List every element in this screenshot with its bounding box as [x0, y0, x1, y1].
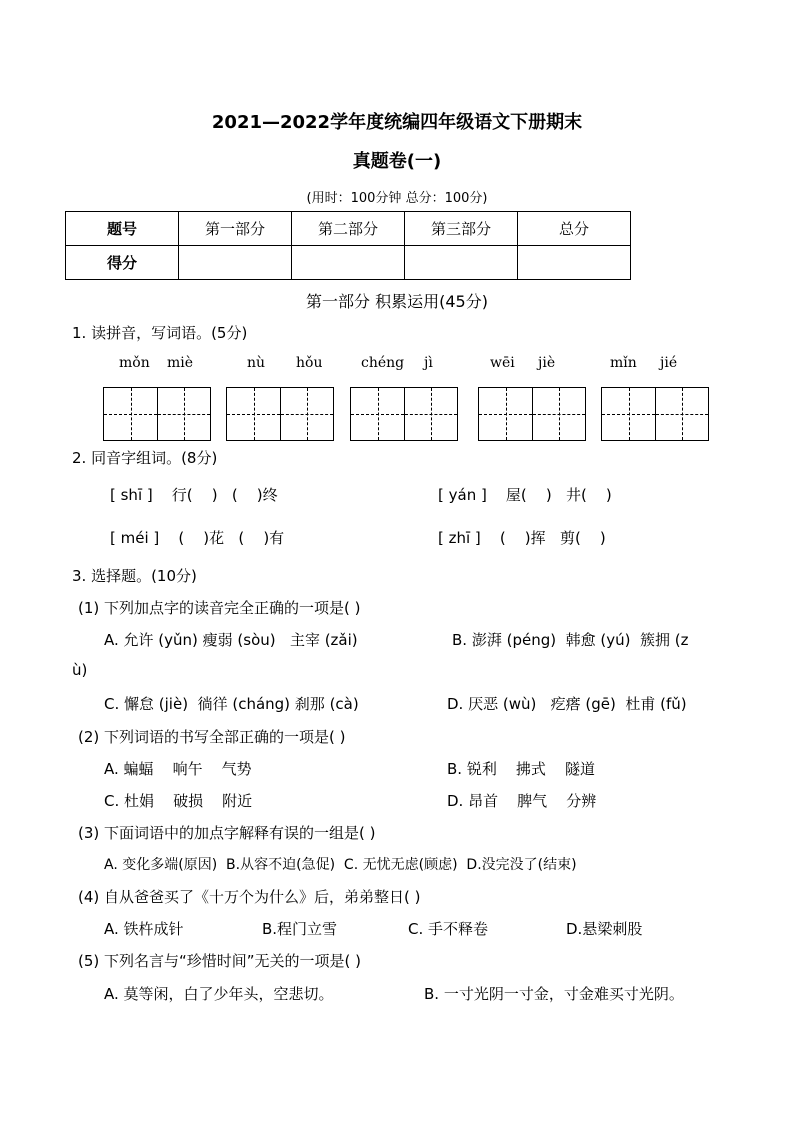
q2-item: [ shī ] 行( ) ( )终: [110, 486, 278, 504]
writing-cell[interactable]: [351, 388, 404, 440]
score-table-cell: 第一部分: [179, 212, 292, 246]
part1-title: 第一部分 积累运用(45分): [306, 292, 488, 311]
q3-sub4-stem: (4) 自从爸爸买了《十万个为什么》后，弟弟整日( ): [78, 888, 421, 906]
writing-grid[interactable]: [601, 387, 709, 441]
q3-heading: 3. 选择题。(10分): [72, 567, 197, 585]
writing-cell[interactable]: [104, 388, 157, 440]
writing-grid[interactable]: [103, 387, 211, 441]
pinyin-label: hǒu: [296, 355, 323, 371]
pinyin-label: jié: [660, 355, 678, 371]
score-table-score-row: [66, 246, 631, 280]
writing-grid[interactable]: [226, 387, 334, 441]
score-table-cell: 第二部分: [292, 212, 405, 246]
writing-cell[interactable]: [655, 388, 708, 440]
pinyin-label: mǒn: [119, 355, 150, 371]
q3-sub3-options: A. 变化多端(原因) B.从容不迫(急促) C. 无忧无虑(顾虑) D.没完没了(结束): [104, 857, 577, 873]
q3-sub2-option-a: A. 蝙蝠 响午 气势: [104, 760, 252, 778]
q3-sub2-option-b: B. 锐利 拂式 隧道: [447, 760, 595, 778]
q2-item: [ yán ] 屋( ) 井( ): [438, 486, 612, 504]
time-note: (用时：100分钟 总分：100分): [306, 191, 488, 206]
writing-cell[interactable]: [532, 388, 585, 440]
writing-cell[interactable]: [404, 388, 457, 440]
pinyin-label: jì: [424, 355, 433, 371]
writing-cell[interactable]: [280, 388, 333, 440]
q3-sub4-option-d: D.悬梁刺股: [566, 920, 643, 938]
pinyin-label: miè: [167, 355, 194, 371]
q3-sub1-stem: (1) 下列加点字的读音完全正确的一项是( ): [78, 599, 361, 617]
pinyin-label: jiè: [538, 355, 556, 371]
q3-sub5-option-a: A. 莫等闲，白了少年头，空悲切。: [104, 985, 334, 1003]
score-input-cell[interactable]: [292, 246, 405, 280]
score-table-header-row: [66, 212, 631, 246]
q1-heading: 1. 读拼音，写词语。(5分): [72, 324, 248, 342]
q3-sub1-option-d: D. 厌恶 (wù) 疙瘩 (gē) 杜甫 (fǔ): [447, 695, 687, 713]
score-table-cell: 第三部分: [405, 212, 518, 246]
q3-sub5-option-b: B. 一寸光阴一寸金，寸金难买寸光阴。: [424, 985, 684, 1003]
q3-sub1-option-b-cont: ù): [72, 661, 88, 679]
pinyin-label: chéng: [361, 355, 405, 371]
q3-sub2-option-c: C. 杜娟 破损 附近: [104, 792, 253, 810]
pinyin-label: wēi: [490, 355, 515, 371]
q3-sub4-option-b: B.程门立雪: [262, 920, 338, 938]
score-table-cell: 题号: [66, 212, 179, 246]
score-table-cell: 总分: [518, 212, 631, 246]
score-table-cell: 得分: [66, 246, 179, 280]
exam-subtitle: 真题卷(一): [352, 151, 442, 172]
pinyin-label: mǐn: [610, 355, 637, 371]
q2-item: [ méi ] ( )花 ( )有: [110, 529, 285, 547]
writing-cell[interactable]: [157, 388, 210, 440]
score-input-cell[interactable]: [518, 246, 631, 280]
score-input-cell[interactable]: [405, 246, 518, 280]
q3-sub2-stem: (2) 下列词语的书写全部正确的一项是( ): [78, 728, 346, 746]
q3-sub2-option-d: D. 昂首 脾气 分辨: [447, 792, 597, 810]
q3-sub1-option-b: B. 澎湃 (péng) 韩愈 (yú) 簇拥 (z: [452, 631, 689, 649]
pinyin-label: nù: [247, 355, 266, 371]
q3-sub3-stem: (3) 下面词语中的加点字解释有误的一组是( ): [78, 824, 376, 842]
score-table: [65, 211, 631, 280]
q3-sub4-option-c: C. 手不释卷: [408, 920, 489, 938]
q2-item: [ zhī ] ( )挥 剪( ): [438, 529, 606, 547]
exam-title: 2021—2022学年度统编四年级语文下册期末: [211, 112, 583, 133]
score-input-cell[interactable]: [179, 246, 292, 280]
writing-cell[interactable]: [227, 388, 280, 440]
writing-cell[interactable]: [602, 388, 655, 440]
q3-sub1-option-c: C. 懈怠 (jiè) 徜徉 (cháng) 刹那 (cà): [104, 695, 359, 713]
q2-heading: 2. 同音字组词。(8分): [72, 449, 218, 467]
q3-sub4-option-a: A. 铁杵成针: [104, 920, 184, 938]
writing-cell[interactable]: [479, 388, 532, 440]
writing-grid[interactable]: [350, 387, 458, 441]
q3-sub5-stem: (5) 下列名言与“珍惜时间”无关的一项是( ): [78, 952, 362, 970]
q3-sub1-option-a: A. 允许 (yǔn) 瘦弱 (sòu) 主宰 (zǎi): [104, 631, 358, 649]
writing-grid[interactable]: [478, 387, 586, 441]
